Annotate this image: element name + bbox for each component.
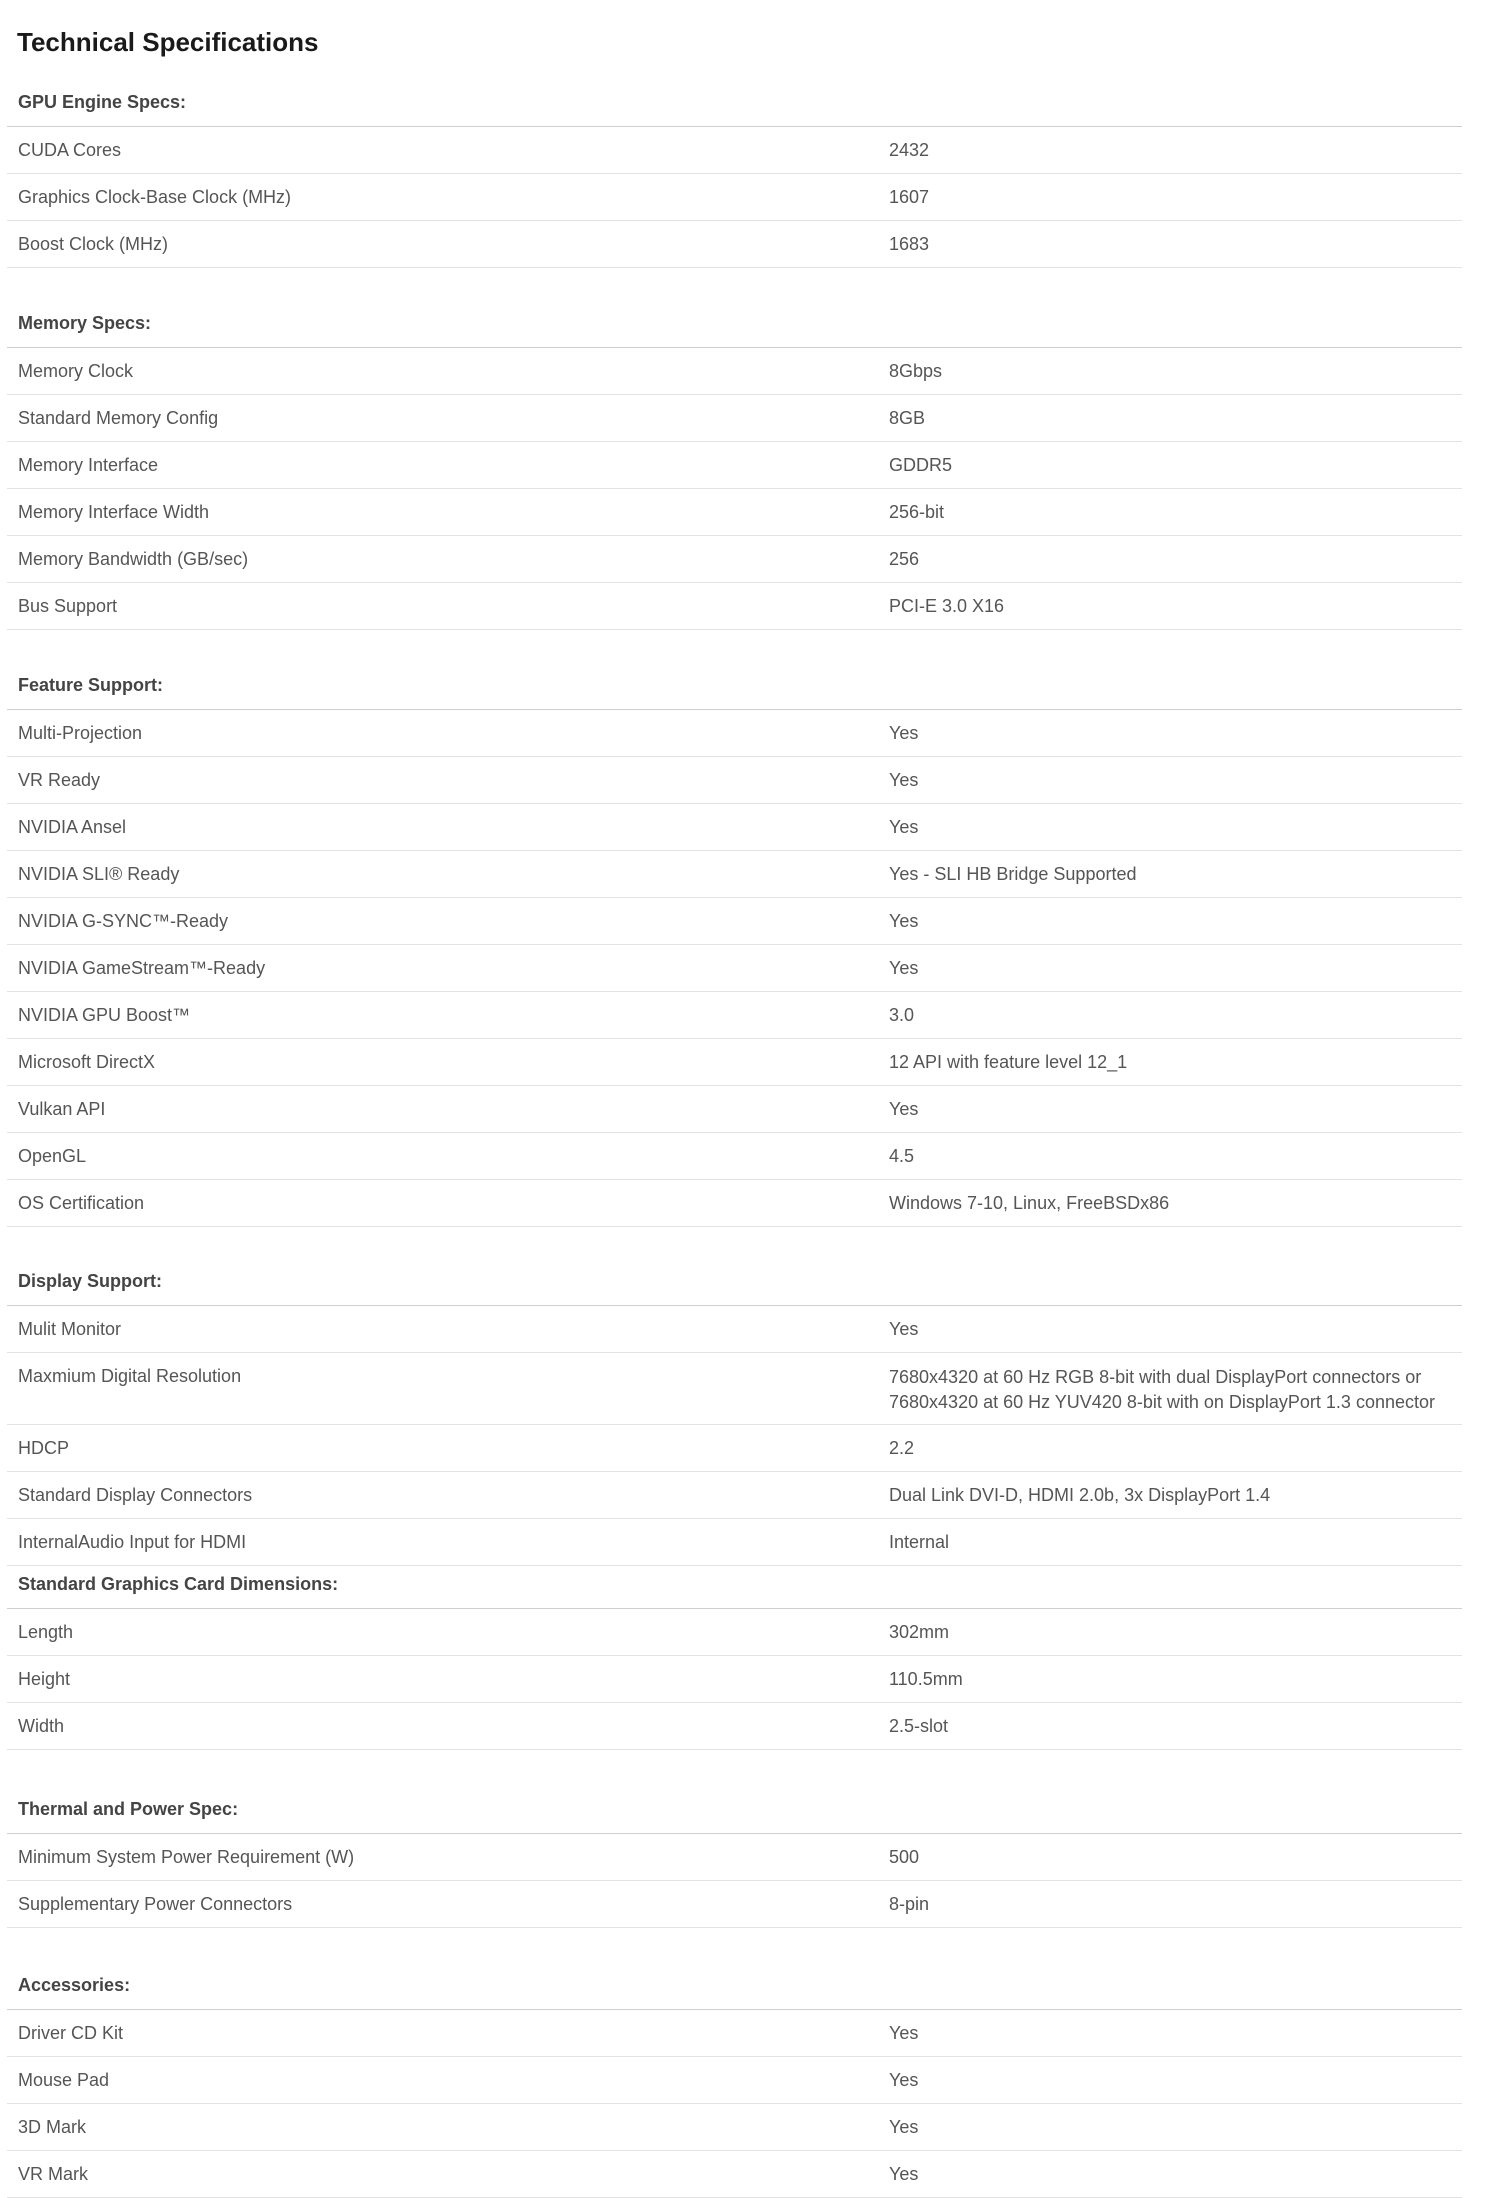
spec-row — [7, 583, 1462, 630]
spec-row — [7, 221, 1462, 268]
spec-value: 7680x4320 at 60 Hz RGB 8-bit with dual DisplayPort connectors or 7680x4320 at 60 Hz YUV420 8-bit with on DisplayPort 1.3 connector — [889, 1367, 1435, 1412]
spec-label: NVIDIA G-SYNC™-Ready — [18, 911, 229, 931]
spec-value: 8GB — [889, 408, 926, 428]
spec-label: Maxmium Digital Resolution — [18, 1366, 242, 1386]
spec-value: 8-pin — [889, 1894, 930, 1914]
spec-value: 1607 — [889, 187, 930, 207]
spec-value: Dual Link DVI-D, HDMI 2.0b, 3x DisplayPort 1.4 — [889, 1485, 1271, 1505]
spec-value: 3.0 — [889, 1005, 915, 1025]
spec-row — [7, 395, 1462, 442]
spec-value: PCI-E 3.0 X16 — [889, 596, 1005, 616]
section-header: Feature Support: — [7, 662, 1462, 710]
spec-label: Graphics Clock-Base Clock (MHz) — [18, 187, 292, 207]
spec-row — [7, 2151, 1462, 2198]
spec-label: Multi-Projection — [18, 723, 143, 743]
spec-row — [7, 2057, 1462, 2104]
spec-value: Yes — [889, 2117, 919, 2137]
spec-row — [7, 1656, 1462, 1703]
spec-label: CUDA Cores — [18, 140, 122, 160]
spec-label: Driver CD Kit — [18, 2023, 124, 2043]
spec-row — [7, 898, 1462, 945]
spec-label: HDCP — [18, 1438, 70, 1458]
spec-row — [7, 1703, 1462, 1750]
spec-value: 256 — [889, 549, 920, 569]
spec-label: Boost Clock (MHz) — [18, 234, 169, 254]
section-thermal-power — [7, 1786, 1462, 1928]
spec-label: Width — [18, 1716, 65, 1736]
spec-value: 8Gbps — [889, 361, 943, 381]
spec-label: Vulkan API — [18, 1099, 106, 1119]
spec-label: Memory Interface — [18, 455, 159, 475]
spec-row — [7, 1472, 1462, 1519]
spec-label: Memory Clock — [18, 361, 134, 381]
spec-row — [7, 1133, 1462, 1180]
section-feature-support — [7, 662, 1462, 1227]
spec-label: NVIDIA Ansel — [18, 817, 127, 837]
spec-row — [7, 851, 1462, 898]
section-header: Accessories: — [7, 1962, 1462, 2010]
spec-value: Yes - SLI HB Bridge Supported — [889, 864, 1137, 884]
spec-value: Yes — [889, 770, 919, 790]
section-header: Standard Graphics Card Dimensions: — [7, 1561, 1462, 1609]
spec-row — [7, 804, 1462, 851]
spec-value: Yes — [889, 1099, 919, 1119]
spec-label: Minimum System Power Requirement (W) — [18, 1847, 355, 1867]
spec-label: Standard Display Connectors — [18, 1485, 253, 1505]
spec-label: InternalAudio Input for HDMI — [18, 1532, 247, 1552]
spec-row — [7, 1039, 1462, 1086]
spec-row — [7, 992, 1462, 1039]
spec-value: Yes — [889, 958, 919, 978]
spec-label: Mouse Pad — [18, 2070, 110, 2090]
spec-value: Yes — [889, 2164, 919, 2184]
spec-label: NVIDIA GPU Boost™ — [18, 1005, 191, 1025]
spec-row — [7, 1353, 1462, 1425]
spec-row — [7, 174, 1462, 221]
spec-row — [7, 489, 1462, 536]
section-header: Memory Specs: — [7, 300, 1462, 348]
spec-value: Internal — [889, 1532, 950, 1552]
spec-row — [7, 1086, 1462, 1133]
spec-value: 302mm — [889, 1622, 950, 1642]
spec-label: Microsoft DirectX — [18, 1052, 156, 1072]
spec-value: GDDR5 — [889, 455, 953, 475]
spec-row — [7, 442, 1462, 489]
spec-value: Yes — [889, 2023, 919, 2043]
section-card-dimensions — [7, 1561, 1462, 1750]
spec-label: VR Mark — [18, 2164, 89, 2184]
spec-label: 3D Mark — [18, 2117, 87, 2137]
spec-value: 110.5mm — [889, 1669, 963, 1689]
spec-label: Memory Interface Width — [18, 502, 210, 522]
spec-value: Windows 7-10, Linux, FreeBSDx86 — [889, 1193, 1170, 1213]
spec-row — [7, 710, 1462, 757]
spec-label: OpenGL — [18, 1146, 87, 1166]
spec-row — [7, 1881, 1462, 1928]
spec-label: Mulit Monitor — [18, 1319, 122, 1339]
spec-label: Bus Support — [18, 596, 118, 616]
spec-value: 256-bit — [889, 502, 945, 522]
spec-row — [7, 945, 1462, 992]
spec-value: 1683 — [889, 234, 930, 254]
spec-value: 2.5-slot — [889, 1716, 949, 1736]
spec-row — [7, 1425, 1462, 1472]
spec-label: VR Ready — [18, 770, 101, 790]
spec-row — [7, 536, 1462, 583]
spec-value: Yes — [889, 723, 919, 743]
spec-row — [7, 127, 1462, 174]
spec-value: Yes — [889, 911, 919, 931]
spec-label: OS Certification — [18, 1193, 145, 1213]
spec-row — [7, 1180, 1462, 1227]
spec-row — [7, 1834, 1462, 1881]
section-display-support — [7, 1258, 1462, 1566]
spec-label: Length — [18, 1622, 74, 1642]
spec-row — [7, 348, 1462, 395]
spec-value: 500 — [889, 1847, 920, 1867]
section-gpu-engine-specs — [7, 79, 1462, 268]
spec-label: Standard Memory Config — [18, 408, 219, 428]
spec-label: NVIDIA SLI® Ready — [18, 864, 180, 884]
spec-label: Supplementary Power Connectors — [18, 1894, 293, 1914]
spec-row — [7, 1609, 1462, 1656]
section-header: Display Support: — [7, 1258, 1462, 1306]
spec-row — [7, 2104, 1462, 2151]
spec-label: NVIDIA GameStream™-Ready — [18, 958, 266, 978]
spec-value: 4.5 — [889, 1146, 915, 1166]
section-header: Thermal and Power Spec: — [7, 1786, 1462, 1834]
section-memory-specs — [7, 300, 1462, 630]
spec-label: Memory Bandwidth (GB/sec) — [18, 549, 249, 569]
page-title: Technical Specifications — [17, 27, 319, 57]
spec-value: 2432 — [889, 140, 930, 160]
spec-value: Yes — [889, 817, 919, 837]
section-header: GPU Engine Specs: — [7, 79, 1462, 127]
spec-value: 12 API with feature level 12_1 — [889, 1052, 1128, 1072]
spec-value: 2.2 — [889, 1438, 915, 1458]
spec-label: Height — [18, 1669, 71, 1689]
spec-value: Yes — [889, 1319, 919, 1339]
spec-row — [7, 2010, 1462, 2057]
spec-row — [7, 757, 1462, 804]
spec-value: Yes — [889, 2070, 919, 2090]
section-accessories — [7, 1962, 1462, 2198]
spec-row — [7, 1519, 1462, 1566]
spec-row — [7, 1306, 1462, 1353]
